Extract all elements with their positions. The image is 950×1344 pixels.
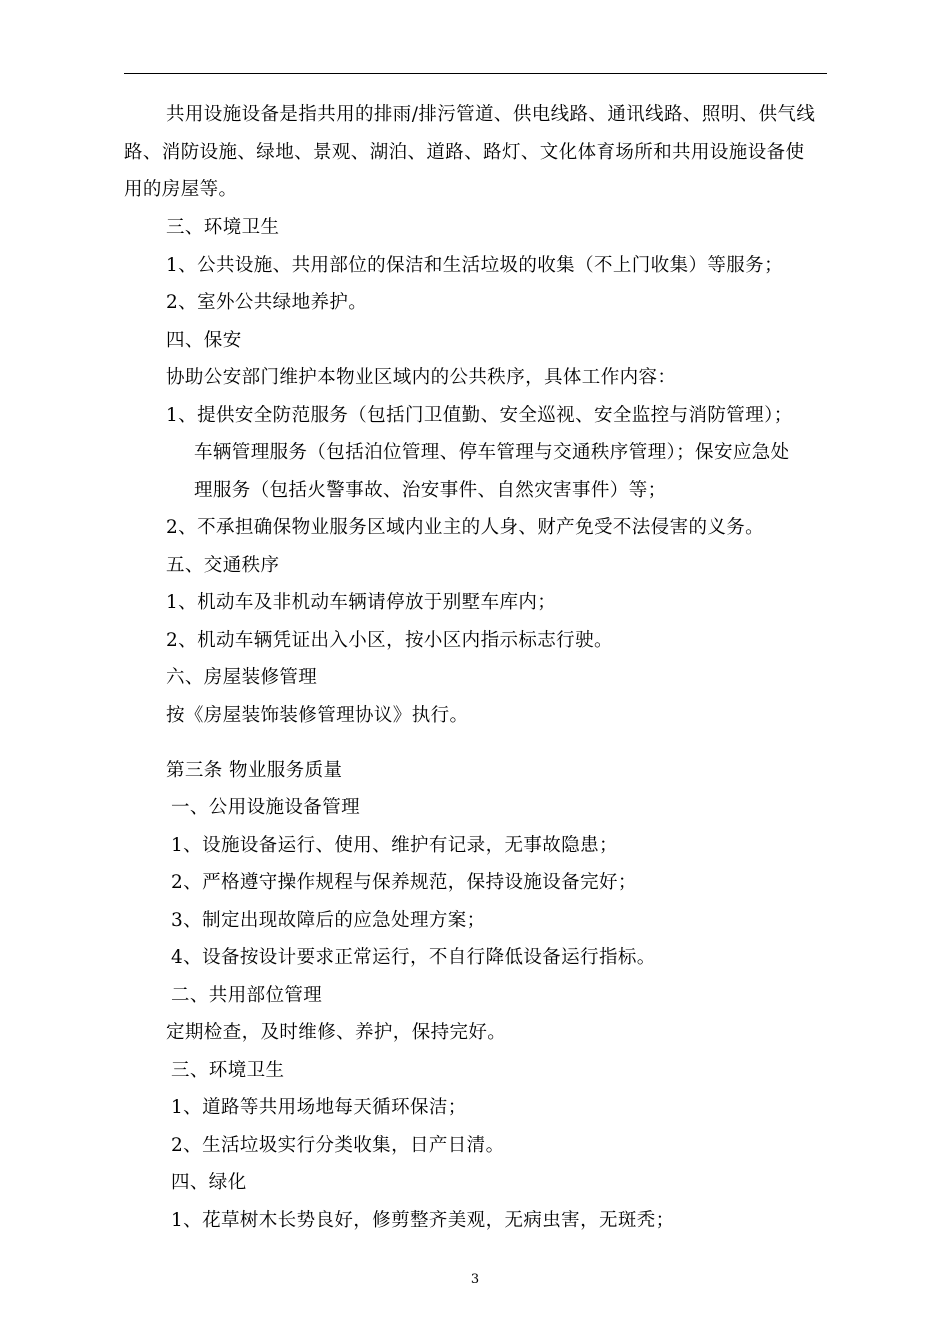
section-heading: 四、保安 [166, 330, 242, 351]
section-heading: 三、环境卫生 [166, 217, 280, 238]
section-heading: 三、环境卫生 [171, 1060, 285, 1081]
list-item-continuation: 车辆管理服务（包括泊位管理、停车管理与交通秩序管理）；保安应急处 [194, 442, 790, 463]
section-heading: 一、公用设施设备管理 [171, 797, 361, 818]
text-line: 路、消防设施、绿地、景观、湖泊、道路、路灯、文化体育场所和共用设施设备使 [124, 142, 805, 163]
section-heading: 六、房屋装修管理 [166, 667, 318, 688]
list-item-continuation: 理服务（包括火警事故、治安事件、自然灾害事件）等； [194, 480, 667, 501]
text-line: 用的房屋等。 [124, 179, 238, 200]
list-item: 3、制定出现故障后的应急处理方案； [171, 910, 486, 931]
section-heading: 二、共用部位管理 [171, 985, 323, 1006]
list-item: 2、室外公共绿地养护。 [166, 292, 368, 313]
text-line: 按《房屋装饰装修管理协议》执行。 [166, 705, 469, 726]
list-item: 1、公共设施、共用部位的保洁和生活垃圾的收集（不上门收集）等服务； [166, 255, 783, 276]
list-item: 2、不承担确保物业服务区域内业主的人身、财产免受不法侵害的义务。 [166, 517, 765, 538]
header-rule [124, 73, 827, 74]
list-item: 1、设施设备运行、使用、维护有记录，无事故隐患； [171, 835, 618, 856]
article-heading: 第三条 物业服务质量 [166, 760, 343, 781]
page-number: 3 [470, 1272, 480, 1287]
list-item: 1、提供安全防范服务（包括门卫值勤、安全巡视、安全监控与消防管理）； [166, 405, 793, 426]
section-heading: 四、绿化 [171, 1172, 247, 1193]
section-heading: 五、交通秩序 [166, 555, 280, 576]
text-line: 定期检查，及时维修、养护，保持完好。 [166, 1022, 507, 1043]
text-line: 共用设施设备是指共用的排雨/排污管道、供电线路、通讯线路、照明、供气线 [166, 104, 816, 125]
list-item: 4、设备按设计要求正常运行，不自行降低设备运行指标。 [171, 947, 656, 968]
list-item: 1、花草树木长势良好，修剪整齐美观，无病虫害，无斑秃； [171, 1210, 675, 1231]
list-item: 2、机动车辆凭证出入小区，按小区内指示标志行驶。 [166, 630, 613, 651]
list-item: 2、严格遵守操作规程与保养规范，保持设施设备完好； [171, 872, 637, 893]
list-item: 1、机动车及非机动车辆请停放于别墅车库内； [166, 592, 557, 613]
list-item: 2、生活垃圾实行分类收集，日产日清。 [171, 1135, 505, 1156]
text-line: 协助公安部门维护本物业区域内的公共秩序，具体工作内容： [166, 367, 677, 388]
list-item: 1、道路等共用场地每天循环保洁； [171, 1097, 467, 1118]
